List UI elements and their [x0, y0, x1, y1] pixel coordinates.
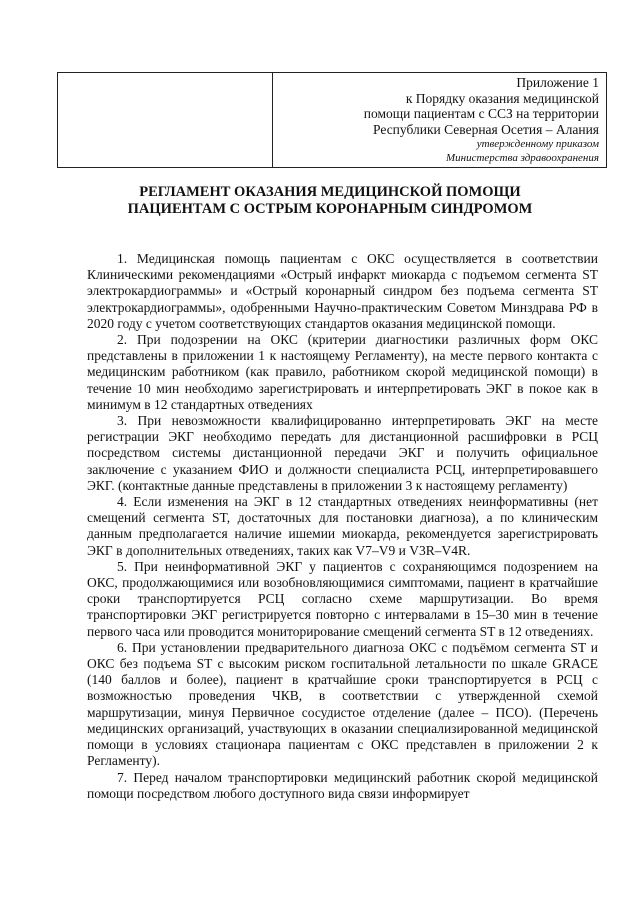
- title-line-2: ПАЦИЕНТАМ С ОСТРЫМ КОРОНАРНЫМ СИНДРОМОМ: [127, 201, 533, 217]
- appendix-line: Приложение 1: [516, 75, 599, 90]
- paragraph-1: 1. Медицинская помощь пациентам с ОКС осуществляется в соответствии Клиническими рекомендациями «Острый инфаркт миокарда с подъемом сегмента ST электрокардиограммы» и «Острый коронарный синдром без подъема сегмента ST электрокардиограммы», одобренными Научно-практическим Советом Минздрава РФ в 2020 году с учетом соответствующих стандартов оказания медицинской помощи.: [87, 251, 598, 331]
- paragraph-4: 4. Если изменения на ЭКГ в 12 стандартных отведениях неинформативны (нет смещений сегмента ST, достаточных для постановки диагноза), а по клиническим данным предполагается наличие ишемии миокарда, рекомендуется зарегистрировать ЭКГ в дополнительных отведениях, таких как V7–V9 и V3R–V4R.: [87, 494, 598, 558]
- header-empty-cell: [58, 73, 273, 167]
- appendix-italic-line: утвержденному приказом: [476, 138, 599, 150]
- appendix-line: помощи пациентам с ССЗ на территории: [363, 106, 599, 121]
- paragraph-5: 5. При неинформативной ЭКГ у пациентов с сохраняющимся подозрением на ОКС, продолжающимися или возобновляющимися симптомами, пациент в кратчайшие сроки транспортируется РСЦ согласно схеме маршрутизации. Во время транспортировки ЭКГ регистрируется повторно с интервалами в 15–30 мин в течение первого часа или проводится мониторирование смещений сегмента ST в 12 отведениях.: [87, 558, 598, 639]
- header-appendix-cell: [273, 73, 606, 167]
- appendix-line: Республики Северная Осетия – Алания: [373, 121, 599, 137]
- appendix-italic-line: Министерства здравоохранения: [445, 152, 599, 164]
- header-table: [57, 72, 607, 168]
- document-title: [60, 184, 600, 218]
- appendix-line: к Порядку оказания медицинской: [405, 90, 599, 106]
- title-line-1: РЕГЛАМЕНТ ОКАЗАНИЯ МЕДИЦИНСКОЙ ПОМОЩИ: [139, 184, 521, 200]
- paragraph-3: 3. При невозможности квалифицированно интерпретировать ЭКГ на месте регистрации ЭКГ необходимо передать для дистанционной расшифровки в РСЦ посредством системы дистанционной передачи ЭКГ и получить официальное заключение с указанием ФИО и должности специалиста РСЦ, интерпретировавшего ЭКГ. (контактные данные представлены в приложении 3 к настоящему регламенту): [87, 413, 598, 493]
- paragraph-2: 2. При подозрении на ОКС (критерии диагностики различных форм ОКС представлены в приложении 1 к настоящему Регламенту), на месте первого контакта с медицинским работником (как правило, работником скорой медицинской помощи) в течение 10 мин необходимо зарегистрировать и интерпретировать ЭКГ в покое как в минимум в 12 стандартных отведениях: [87, 332, 598, 412]
- paragraph-7: 7. Перед началом транспортировки медицинский работник скорой медицинской помощи посредством любого доступного вида связи информирует: [87, 769, 598, 801]
- paragraph-6: 6. При установлении предварительного диагноза ОКС с подъёмом сегмента ST и ОКС без подъема ST с высоким риском госпитальной летальности по шкале GRACE (140 баллов и более), пациент в кратчайшие сроки транспортируется в РСЦ с возможностью проведения ЧКВ, в соответствии с утвержденной схемой маршрутизации, минуя Первичное сосудистое отделение (далее – ПСО). (Перечень медицинских организаций, участвующих в оказании специализированной медицинской помощи в условиях стационара пациентам с ОКС представлен в приложении 2 к Регламенту).: [87, 639, 598, 769]
- document-body: [87, 251, 598, 802]
